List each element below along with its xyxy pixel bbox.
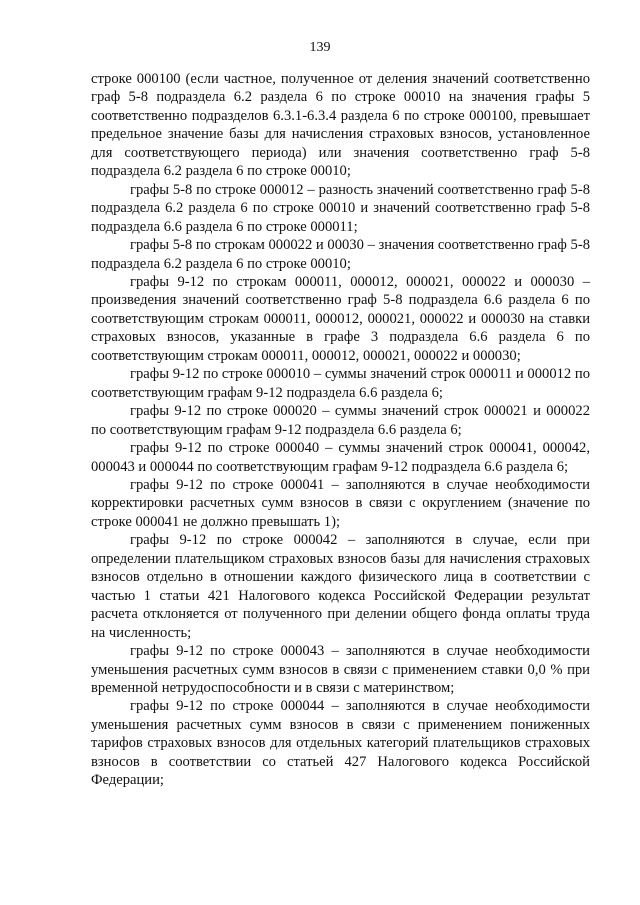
paragraph: графы 9-12 по строке 000042 – заполняются в случае, если при определении плательщиком страховых взносов базы для начисления страховых взносов отдельно в отношении каждого физического лица в соответствии с частью 1 статьи 421 Налогового кодекса Российской Федерации результат расчета отклоняется от полученного при делении общего фонда оплаты труда на численность; [91,532,590,641]
paragraph: графы 9-12 по строке 000020 – суммы значений строк 000021 и 000022 по соответствующим графам 9-12 подраздела 6.6 раздела 6; [91,403,590,438]
paragraph: графы 9-12 по строке 000041 – заполняются в случае необходимости корректировки расчетных сумм взносов в связи с округлением (значение по строке 000041 не должно превышать 1); [91,476,590,530]
paragraph-continuation: строке 000100 (если частное, полученное от деления значений соответственно граф 5-8 подраздела 6.2 раздела 6 по строке 00010 на значения графы 5 соответственно подразделов 6.3.1-6.3.4 раздела 6 по строке 000100, превышает предельное значение базы для начисления страховых взносов, установленное для соответствующего периода) или значения соответственно граф 5-8 подраздела 6.2 раздела 6 по строке 00010; [91,71,590,180]
page-number: 139 [309,40,331,55]
paragraph: графы 9-12 по строке 000043 – заполняются в случае необходимости уменьшения расчетных сумм взносов в связи с применением ставки 0,0 % при временной нетрудоспособности и в связи с материнством; [91,643,590,696]
paragraph: графы 5-8 по строке 000012 – разность значений соответственно граф 5-8 подраздела 6.2 раздела 6 по строке 00010 и значений соответственно граф 5-8 подраздела 6.6 раздела 6 по строке 000011; [91,181,590,235]
document-body [91,70,590,790]
paragraph: графы 9-12 по строке 000040 – суммы значений строк 000041, 000042, 000043 и 000044 по соответствующим графам 9-12 подраздела 6.6 раздела 6; [91,440,590,475]
paragraph: графы 9-12 по строке 000010 – суммы значений строк 000011 и 000012 по соответствующим графам 9-12 подраздела 6.6 раздела 6; [91,366,590,401]
paragraph: графы 5-8 по строкам 000022 и 00030 – значения соответственно граф 5-8 подраздела 6.2 раздела 6 по строке 00010; [91,237,590,272]
paragraph: графы 9-12 по строке 000044 – заполняются в случае необходимости уменьшения расчетных сумм взносов в связи с применением пониженных тарифов страховых взносов для отдельных категорий плательщиков страховых взносов в соответствии со статьей 427 Налогового кодекса Российской Федерации; [91,698,590,789]
paragraph: графы 9-12 по строкам 000011, 000012, 000021, 000022 и 000030 – произведения значений соответственно граф 5-8 подраздела 6.6 раздела 6 по соответствующим строкам 000011, 000012, 000021, 000022 и 000030 на ставки страховых взносов, указанные в графе 3 подраздела 6.6 раздела 6 по соответствующим строкам 000011, 000012, 000021, 000022 и 000030; [91,273,590,364]
